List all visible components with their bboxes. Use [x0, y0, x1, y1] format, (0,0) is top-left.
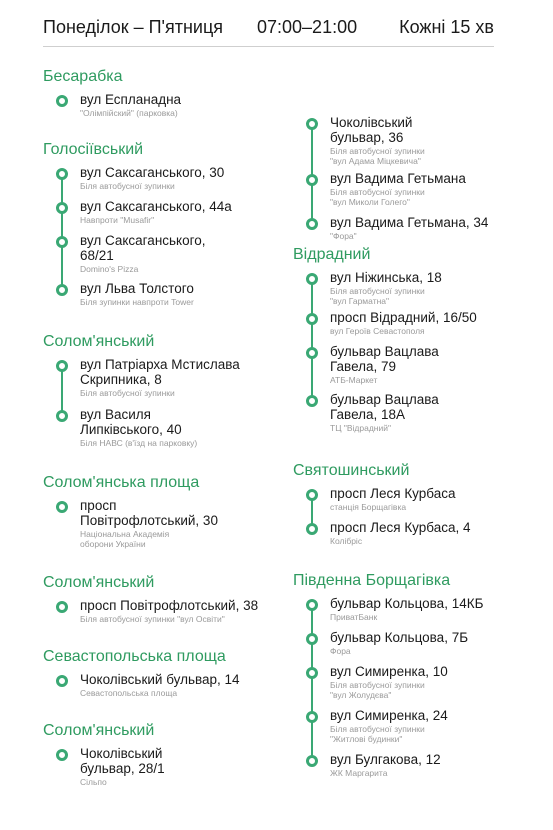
route-line	[61, 172, 63, 288]
stop-address: бульвар Кольцова, 7Б	[330, 630, 469, 645]
district-heading: Бесарабка	[43, 68, 123, 85]
stop-marker-icon	[56, 202, 68, 214]
stop-address: бульвар Кольцова, 14КБ	[330, 596, 484, 611]
schedule-days: Понеділок – П'ятниця	[43, 17, 224, 37]
stop-marker-icon	[306, 489, 318, 501]
stop-landmark: Біля автобусної зупинки	[80, 181, 175, 191]
stop-address: просп Повітрофлотський, 30	[80, 498, 218, 528]
stop-address: бульвар Вацлава Гавела, 18А	[330, 392, 439, 422]
stop-marker-icon	[306, 523, 318, 535]
stop-address: вул Вадима Гетьмана, 34	[330, 215, 489, 230]
stop-landmark: Колібріс	[330, 536, 363, 546]
district-heading: Севастопольська площа	[43, 648, 226, 665]
schedule-hours: 07:00–21:00	[257, 17, 358, 37]
district-heading: Солом'янський	[43, 722, 155, 739]
stop-marker-icon	[56, 749, 68, 761]
stop-address: вул Симиренка, 24	[330, 708, 448, 723]
route-line	[311, 122, 313, 222]
schedule-header	[43, 15, 494, 47]
stop-address: Чоколівський бульвар, 36	[330, 115, 413, 145]
stop-landmark: ПриватБанк	[330, 612, 378, 622]
stop-address: вул Ніжинська, 18	[330, 270, 442, 285]
stop-landmark: Біля автобусної зупинки "вул Освіти"	[80, 614, 225, 624]
stop-landmark: Біля автобусної зупинки "вул Гарматна"	[330, 286, 425, 306]
route-line	[311, 603, 313, 759]
stop-marker-icon	[306, 118, 318, 130]
stop-landmark: Біля НАВС (в'їзд на парковку)	[80, 438, 198, 448]
stop-address: вул Саксаганського, 30	[80, 165, 225, 180]
stop-landmark: Севастопольська площа	[80, 688, 178, 698]
route-line	[311, 277, 313, 399]
stop-address: вул Патріарха Мстислава Скрипника, 8	[80, 357, 240, 387]
stop-marker-icon	[56, 601, 68, 613]
stop-address: вул Льва Толстого	[80, 281, 194, 296]
stop-marker-icon	[306, 313, 318, 325]
stop-address: Чоколівський бульвар, 14	[80, 672, 240, 687]
stop-marker-icon	[306, 667, 318, 679]
stop-landmark: Domino's Pizza	[80, 264, 139, 274]
stop-marker-icon	[56, 236, 68, 248]
stop-address: вул Саксаганського, 68/21	[80, 233, 206, 263]
stop-landmark: вул Героїв Севастополя	[330, 326, 425, 336]
stop-marker-icon	[306, 273, 318, 285]
stop-landmark: АТБ-Маркет	[330, 375, 378, 385]
stop-marker-icon	[56, 675, 68, 687]
stop-marker-icon	[306, 599, 318, 611]
stop-address: вул Симиренка, 10	[330, 664, 448, 679]
stop-address: просп Леся Курбаса, 4	[330, 520, 471, 535]
stop-marker-icon	[306, 395, 318, 407]
stop-landmark: Фора	[330, 646, 351, 656]
stop-address: просп Відрадний, 16/50	[330, 310, 477, 325]
stop-marker-icon	[306, 347, 318, 359]
district-heading: Солом'янський	[43, 333, 155, 350]
stop-marker-icon	[56, 501, 68, 513]
stop-landmark: станція Борщагівка	[330, 502, 407, 512]
district-heading: Голосіївський	[43, 141, 144, 158]
stop-address: вул Булгакова, 12	[330, 752, 441, 767]
stop-landmark: ЖК Маргарита	[330, 768, 388, 778]
stop-address: вул Вадима Гетьмана	[330, 171, 466, 186]
stop-marker-icon	[56, 360, 68, 372]
stop-landmark: Біля автобусної зупинки	[80, 388, 175, 398]
stop-landmark: Біля автобусної зупинки "вул Жолудєва"	[330, 680, 425, 700]
stop-landmark: Національна Академія оборони України	[80, 529, 170, 549]
stop-marker-icon	[306, 633, 318, 645]
stop-address: вул Еспланадна	[80, 92, 182, 107]
stop-address: вул Саксаганського, 44а	[80, 199, 232, 214]
stop-address: бульвар Вацлава Гавела, 79	[330, 344, 439, 374]
stop-landmark: "Фора"	[330, 231, 357, 241]
stop-landmark: Біля автобусної зупинки "вул Адама Міцкевича"	[330, 146, 425, 166]
stop-address: просп Леся Курбаса	[330, 486, 456, 501]
stop-landmark: "Олімпійский" (парковка)	[80, 108, 178, 118]
schedule-frequency: Кожні 15 хв	[399, 17, 494, 37]
stop-marker-icon	[56, 168, 68, 180]
district-heading: Південна Борщагівка	[293, 572, 451, 589]
stop-marker-icon	[56, 95, 68, 107]
district-heading: Відрадний	[293, 246, 371, 263]
stop-marker-icon	[56, 284, 68, 296]
stop-marker-icon	[56, 410, 68, 422]
stop-address: просп Повітрофлотський, 38	[80, 598, 259, 613]
stop-landmark: Сільпо	[80, 777, 107, 787]
district-heading: Солом'янський	[43, 574, 155, 591]
stop-marker-icon	[306, 711, 318, 723]
district-heading: Солом'янська площа	[43, 474, 200, 491]
stop-landmark: Навпроти "Musafir"	[80, 215, 155, 225]
stop-landmark: ТЦ "Відрадний"	[330, 423, 391, 433]
district-heading: Святошинський	[293, 462, 410, 479]
stop-landmark: Біля автобусної зупинки "вул Миколи Голего"	[330, 187, 425, 207]
stop-address: Чоколівський бульвар, 28/1	[80, 746, 165, 776]
stop-landmark: Біля зупинки навпроти Tower	[80, 297, 194, 307]
stop-landmark: Біля автобусної зупинки "Житлові будинки"	[330, 724, 425, 744]
stop-address: вул Василя Липківського, 40	[80, 407, 182, 437]
stop-marker-icon	[306, 174, 318, 186]
stop-marker-icon	[306, 218, 318, 230]
stop-marker-icon	[306, 755, 318, 767]
